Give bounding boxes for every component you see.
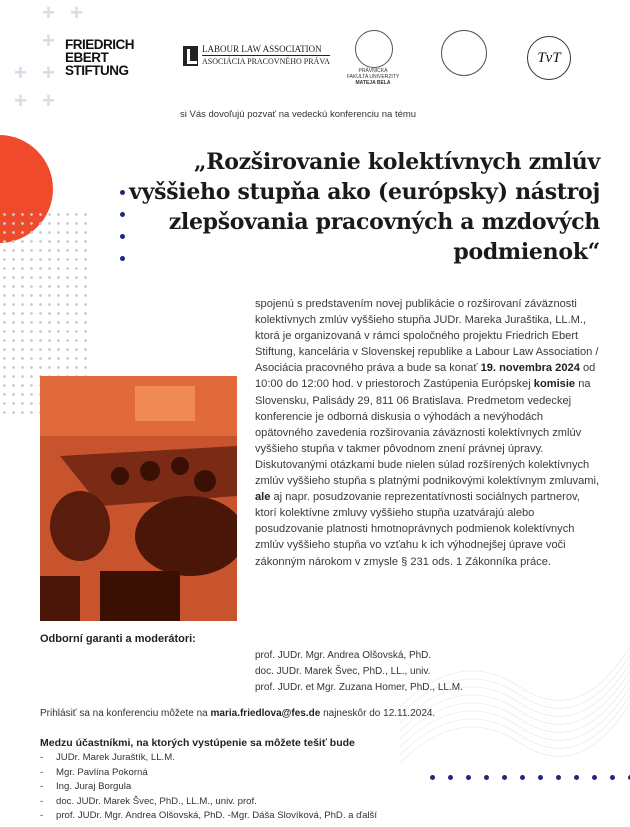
- speakers-label: Medzu účastníkmi, na ktorých vystúpenie sa môžete tešiť bude: [40, 737, 355, 749]
- fes-logo: FRIEDRICH EBERT STIFTUNG: [65, 37, 134, 78]
- email-link[interactable]: maria.friedlova@fes.de: [210, 708, 321, 719]
- guarantors-list: [255, 648, 463, 696]
- invite-line: si Vás dovoľujú pozvať na vedeckú konferenciu na tému: [180, 109, 417, 120]
- list-item: - doc. JUDr. Marek Švec, PhD., LL.M., univ. prof.: [40, 795, 377, 810]
- guarantors-label: Odborní garanti a moderátori:: [40, 633, 196, 645]
- university-seal-icon: [441, 30, 487, 76]
- list-item: - prof. JUDr. Mgr. Andrea Olšovská, PhD. -Mgr. Dáša Slovíková, PhD. a ďalší: [40, 809, 377, 824]
- lla-logo: LABOUR LAW ASSOCIATION ASOCIÁCIA PRACOVNÉHO PRÁVA: [183, 44, 330, 67]
- description: spojenú s predstavením novej publikácie o rozširovaní záväznosti kolektívnych zmlúv vyššieho stupňa JUDr. Mareka Juraštika, LL.M., ktorá je organizovaná v rámci spoločného projektu Friedrich Ebert Stiftung, kancelária v Slovenskej republike a Labour Law Association / Asociácia pracovného práva a bude sa konať 19. novembra 2024 od 10:00 do 12:00 hod. v priestoroch Zastúpenia Európskej komisie na Slovensku, Palisády 29, 811 06 Bratislava. Predmetom vedeckej konferencie je odborná diskusia o výhodách a nevýhodách opätovného zavedenia rozširovania záväznosti kolektívnych zmlúv vyššieho stupňa v takmer pôvodnom znení právnej úpravy. Diskutovanými otázkami bude nielen súlad rozšírených kolektívnych zmlúv vyššieho stupňa s platnými podnikovými kolektívnym zmluvami, ale aj napr. posudzovanie reprezentatívnosti sociálnych partnerov, ktorí kolektívne zmluvy vyššieho stupňa uzatvárajú alebo posudzovanie platnosti hmotnoprávnych podmienok kolektívnych zmlúv vyššieho stupňa vo vzťahu k ich výhodnejšej úprave voči zákonným nárokom v zmysle § 231 ods. 1 Zákonníka práce.: [255, 298, 600, 568]
- guarantor-name: prof. JUDr. Mgr. Andrea Olšovská, PhD.: [255, 650, 432, 661]
- list-item: - Ing. Juraj Borgula: [40, 780, 377, 795]
- registration-line: Prihlásiť sa na konferenciu môžete na maria.friedlova@fes.de najneskôr do 12.11.2024.: [40, 708, 436, 719]
- guarantor-name: prof. JUDr. et Mgr. Zuzana Homer, PhD., LL.M.: [255, 682, 463, 693]
- list-item: - Mgr. Pavlína Pokorná: [40, 766, 377, 781]
- speakers-list: [40, 751, 377, 824]
- conference-title: „Rozširovanie kolektívnych zmlúv vyššieho stupňa ako (európsky) nástroj zlepšovania pracovných a mzdových podmienok“: [129, 149, 600, 265]
- lla-mark-icon: [183, 46, 198, 66]
- list-item: - JUDr. Marek Juraštík, LL.M.: [40, 751, 377, 766]
- guarantor-name: doc. JUDr. Marek Švec, PhD., LL., univ.: [255, 666, 431, 677]
- tvt-logo: TvT: [527, 36, 571, 80]
- conference-photo: [40, 376, 237, 621]
